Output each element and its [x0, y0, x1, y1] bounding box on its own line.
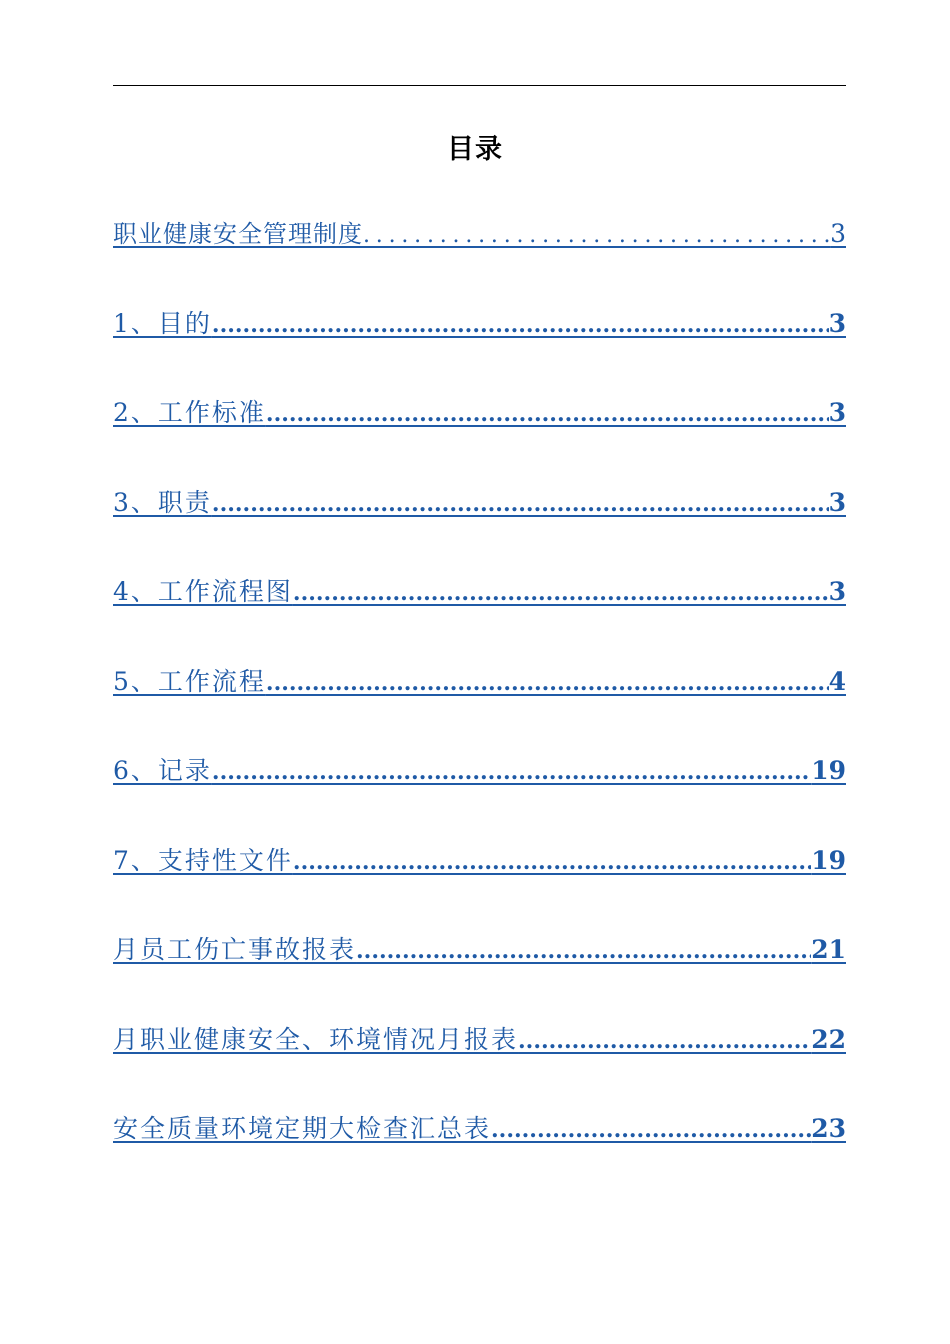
toc-dot-leader	[293, 580, 829, 606]
toc-entry-label: 6、记录	[113, 756, 212, 785]
toc-dot-leader	[212, 312, 829, 338]
toc-entry-page: 3	[830, 219, 846, 248]
toc-entry-workflow-chart[interactable]	[113, 572, 846, 662]
toc-entry-page: 19	[811, 845, 846, 875]
toc-dot-leader	[518, 1028, 811, 1054]
toc-entry-label: 5、工作流程	[113, 666, 266, 696]
toc-entry-label: 月职业健康安全、环境情况月报表	[113, 1024, 519, 1054]
toc-entry-purpose[interactable]	[113, 304, 846, 394]
toc-entry-occupational-health-safety-system[interactable]	[113, 214, 846, 304]
toc-dot-leader	[363, 223, 830, 248]
toc-entry-work-standards[interactable]	[113, 393, 846, 483]
toc-entry-page: 22	[811, 1024, 846, 1054]
toc-entry-label: 1、目的	[113, 308, 212, 338]
toc-entry-page: 3	[828, 308, 846, 338]
header-rule	[113, 85, 846, 86]
toc-title: 目录	[447, 134, 503, 165]
toc-entry-page: 4	[828, 666, 846, 696]
toc-entry-page: 3	[828, 398, 846, 427]
toc-entry-monthly-casualty-report[interactable]	[113, 930, 846, 1020]
toc-dot-leader	[266, 670, 829, 696]
toc-dot-leader	[356, 938, 811, 964]
toc-entry-page: 19	[811, 756, 846, 785]
toc-entry-page: 23	[811, 1114, 846, 1143]
toc-entry-monthly-ohs-environment-report[interactable]	[113, 1020, 846, 1110]
toc-entry-workflow[interactable]	[113, 662, 846, 752]
toc-entry-page: 3	[828, 487, 846, 517]
table-of-contents	[113, 214, 846, 1199]
toc-entry-label: 2、工作标准	[113, 398, 266, 427]
toc-entry-label: 4、工作流程图	[113, 577, 293, 606]
toc-entry-page: 21	[811, 935, 846, 964]
toc-entry-responsibilities[interactable]	[113, 483, 846, 573]
toc-entry-records[interactable]	[113, 751, 846, 841]
toc-dot-leader	[266, 401, 829, 427]
toc-entry-label: 7、支持性文件	[113, 845, 293, 875]
toc-entry-label: 职业健康安全管理制度	[113, 220, 363, 248]
toc-entry-label: 月员工伤亡事故报表	[113, 935, 357, 964]
toc-entry-label: 安全质量环境定期大检查汇总表	[113, 1114, 492, 1143]
toc-dot-leader	[212, 759, 811, 785]
toc-entry-periodic-inspection-summary[interactable]	[113, 1109, 846, 1199]
toc-entry-label: 3、职责	[113, 487, 212, 517]
toc-dot-leader	[293, 849, 811, 875]
toc-dot-leader	[212, 491, 829, 517]
toc-entry-page: 3	[828, 577, 846, 606]
toc-dot-leader	[491, 1117, 811, 1143]
toc-entry-supporting-documents[interactable]	[113, 841, 846, 931]
